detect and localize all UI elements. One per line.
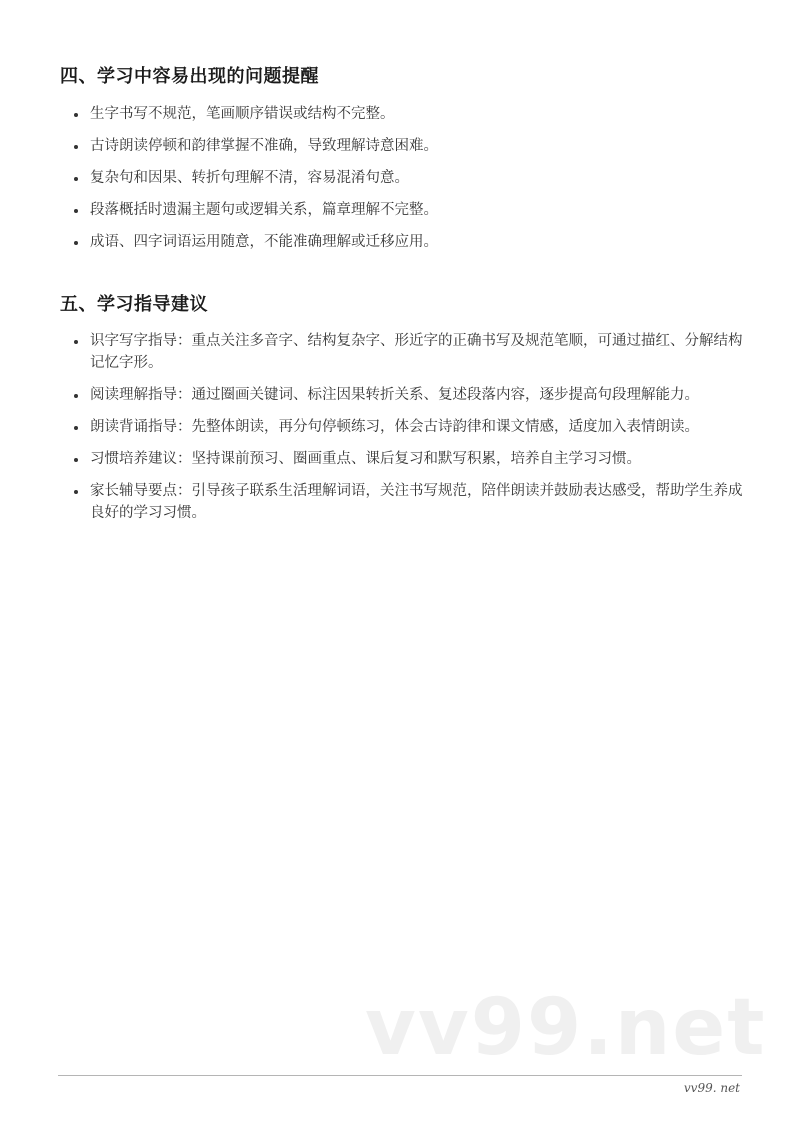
list-item: 阅读理解指导：通过圈画关键词、标注因果转折关系、复述段落内容，逐步提高句段理解能力。 [70,384,748,406]
list-item: 家长辅导要点：引导孩子联系生活理解词语，关注书写规范，陪伴朗读并鼓励表达感受，帮助学生养成良好的学习习惯。 [70,480,748,524]
section-title-problems: 四、学习中容易出现的问题提醒 [60,66,319,87]
problem-list [70,103,748,263]
list-item: 习惯培养建议：坚持课前预习、圈画重点、课后复习和默写积累，培养自主学习习惯。 [70,448,748,470]
list-item: 成语、四字词语运用随意，不能准确理解或迁移应用。 [70,231,748,253]
watermark: vv99.net [365,983,767,1073]
list-item: 朗读背诵指导：先整体朗读，再分句停顿练习，体会古诗韵律和课文情感，适度加入表情朗读。 [70,416,748,438]
section-title-guidance: 五、学习指导建议 [60,294,208,315]
footer-site-url: vv99. net [683,1081,740,1095]
footer-divider [58,1075,742,1076]
list-item: 段落概括时遗漏主题句或逻辑关系，篇章理解不完整。 [70,199,748,221]
list-item: 古诗朗读停顿和韵律掌握不准确，导致理解诗意困难。 [70,135,748,157]
list-item: 生字书写不规范，笔画顺序错误或结构不完整。 [70,103,748,125]
list-item: 识字写字指导：重点关注多音字、结构复杂字、形近字的正确书写及规范笔顺，可通过描红、分解结构记忆字形。 [70,330,748,374]
list-item: 复杂句和因果、转折句理解不清，容易混淆句意。 [70,167,748,189]
guidance-list [70,330,748,534]
